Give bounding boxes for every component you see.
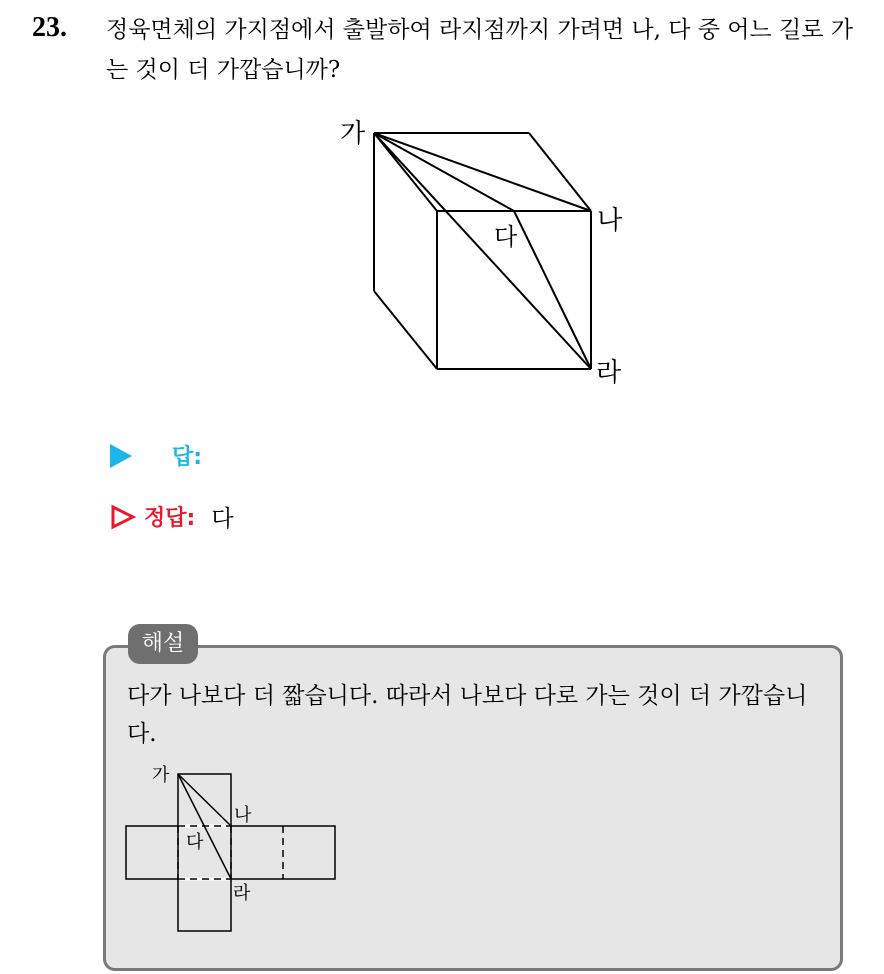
explanation-tab: 해설 bbox=[128, 624, 198, 664]
answer-label: 답: bbox=[172, 445, 203, 470]
label-da: 다 bbox=[494, 223, 518, 251]
label-ga: 가 bbox=[340, 119, 366, 149]
net-label-da: 다 bbox=[186, 832, 204, 853]
net-label-na: 나 bbox=[234, 805, 252, 826]
label-ra: 라 bbox=[596, 358, 622, 388]
question-number: 23. bbox=[32, 12, 67, 43]
explanation-text: 다가 나보다 더 짧습니다. 따라서 나보다 다로 가는 것이 더 가깝습니다. bbox=[127, 683, 808, 747]
question-text: 정육면체의 가지점에서 출발하여 라지점까지 가려면 나, 다 중 어느 길로 가는 것이 더 가깝습니까? bbox=[106, 17, 853, 83]
correct-answer-value: 다 bbox=[211, 506, 234, 532]
net-label-ga: 가 bbox=[152, 765, 170, 786]
label-na: 나 bbox=[597, 206, 623, 236]
correct-answer-label: 정답: bbox=[144, 506, 196, 531]
net-label-ra: 라 bbox=[233, 883, 251, 904]
